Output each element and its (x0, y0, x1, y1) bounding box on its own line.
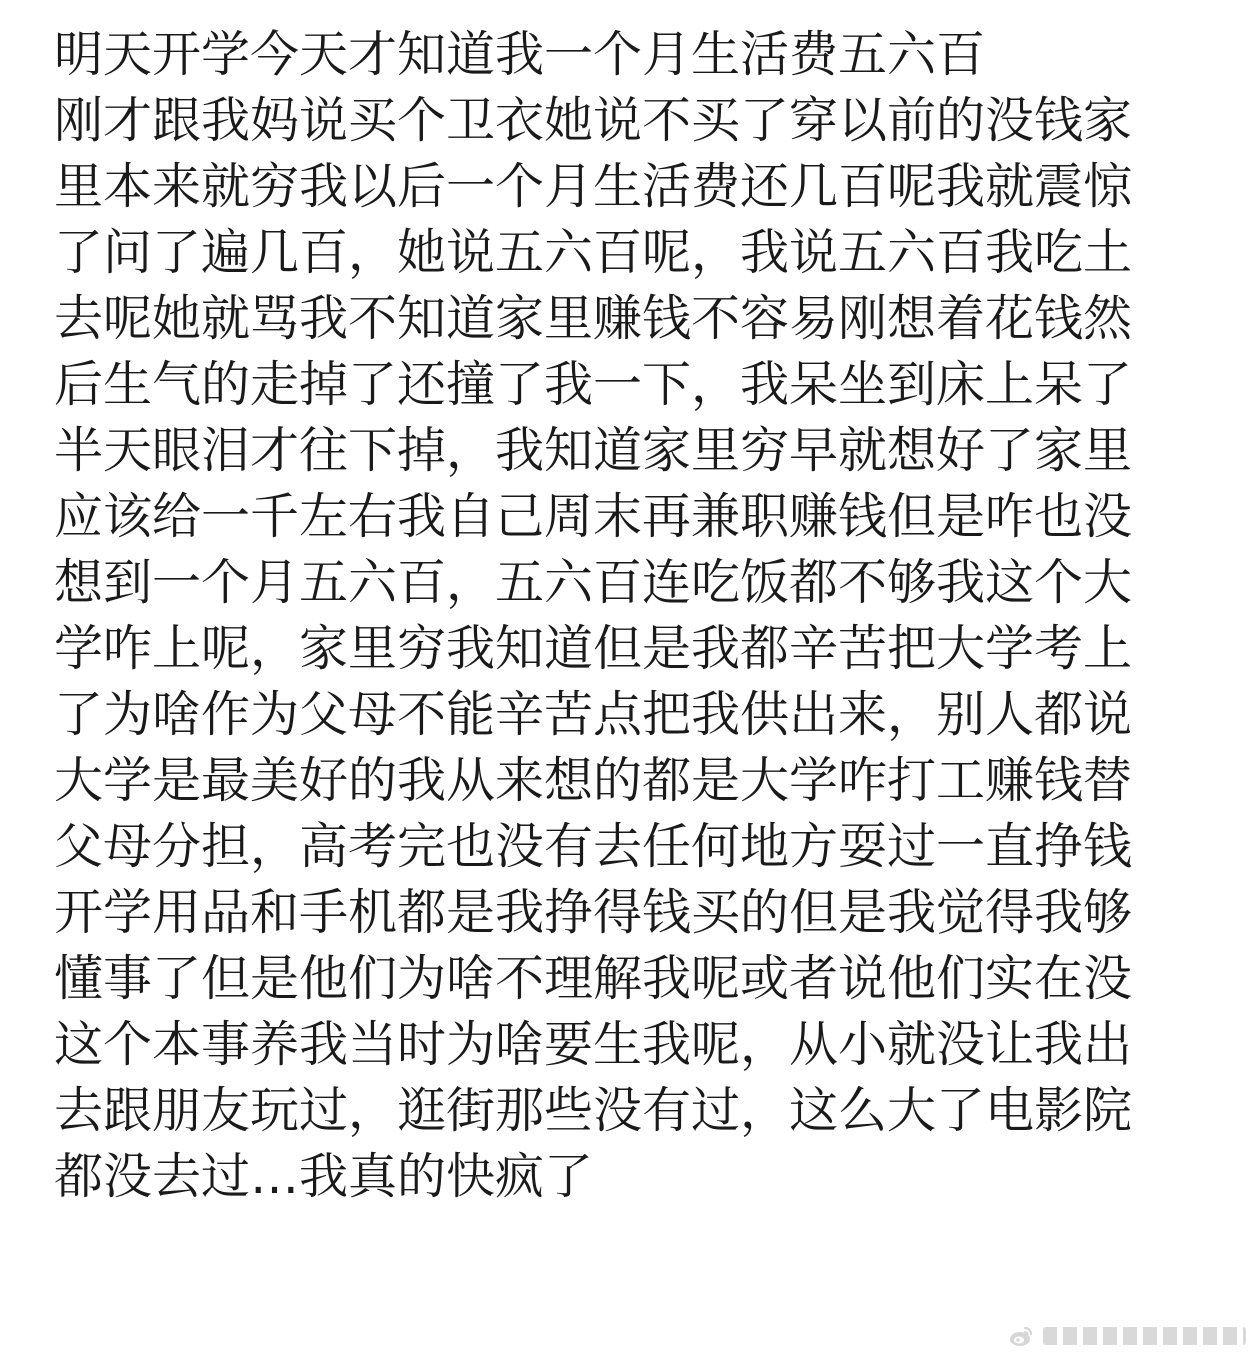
post-text-line: 这个本事养我当时为啥要生我呢，从小就没让我出 (54, 1016, 1133, 1073)
post-text-line: 都没去过…我真的快疯了 (54, 1148, 594, 1205)
post-text-line: 应该给一千左右我自己周末再兼职赚钱但是咋也没 (54, 488, 1133, 545)
post-text-line: 开学用品和手机都是我挣得钱买的但是我觉得我够 (54, 884, 1133, 941)
post-text-line: 明天开学今天才知道我一个月生活费五六百 (54, 26, 986, 83)
weibo-logo-icon (1008, 1323, 1034, 1349)
post-text-line: 半天眼泪才往下掉，我知道家里穷早就想好了家里 (54, 422, 1133, 479)
watermark-handle (1043, 1327, 1246, 1345)
post-text-line: 了为啥作为父母不能辛苦点把我供出来，别人都说 (54, 686, 1133, 743)
post-text-line: 刚才跟我妈说买个卫衣她说不买了穿以前的没钱家 (54, 92, 1133, 149)
post-text-line: 里本来就穷我以后一个月生活费还几百呢我就震惊 (54, 158, 1133, 215)
post-text-line: 懂事了但是他们为啥不理解我呢或者说他们实在没 (54, 950, 1133, 1007)
post-text-line: 学咋上呢，家里穷我知道但是我都辛苦把大学考上 (54, 620, 1133, 677)
post-text-line: 想到一个月五六百，五六百连吃饭都不够我这个大 (54, 554, 1133, 611)
post-text-line: 去跟朋友玩过，逛街那些没有过，这么大了电影院 (54, 1082, 1133, 1139)
post-text-line: 后生气的走掉了还撞了我一下，我呆坐到床上呆了 (54, 356, 1133, 413)
post-text-line: 去呢她就骂我不知道家里赚钱不容易刚想着花钱然 (54, 290, 1133, 347)
watermark (1008, 1320, 1246, 1352)
post-body (54, 22, 1204, 1210)
post-text-line: 父母分担，高考完也没有去任何地方耍过一直挣钱 (54, 818, 1133, 875)
post-text-line: 了问了遍几百，她说五六百呢，我说五六百我吃土 (54, 224, 1133, 281)
post-text-line: 大学是最美好的我从来想的都是大学咋打工赚钱替 (54, 752, 1133, 809)
